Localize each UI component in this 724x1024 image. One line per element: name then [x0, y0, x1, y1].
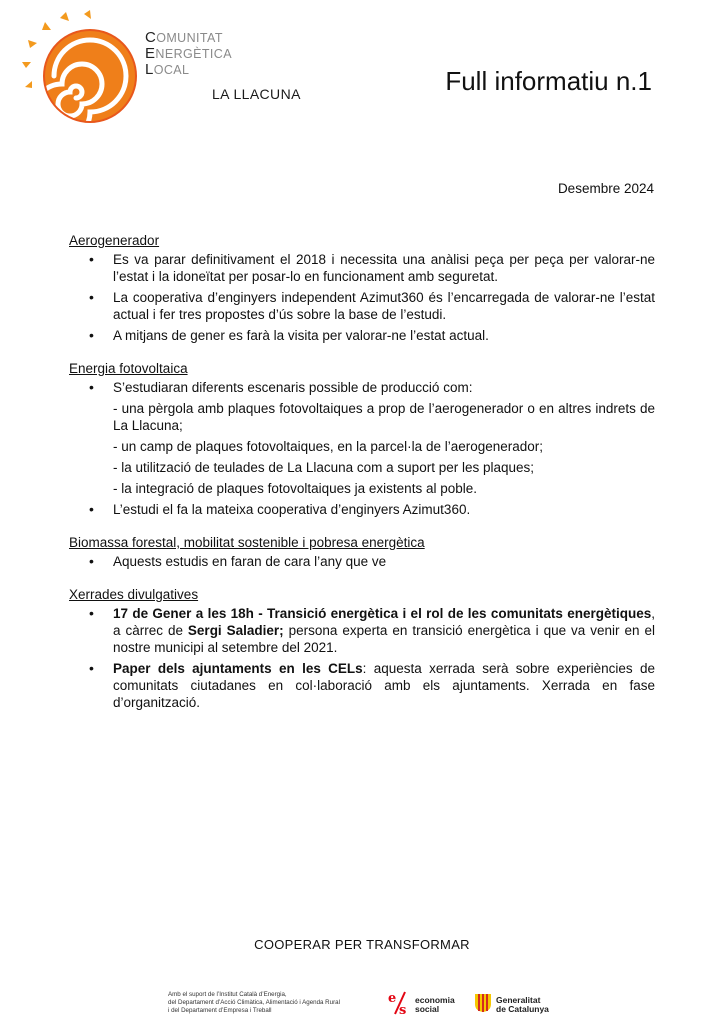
generalitat-emblem-icon: [474, 993, 492, 1013]
org-line-1-text: OMUNITAT: [156, 31, 223, 45]
document-title: Full informatiu n.1: [445, 66, 652, 96]
section-aerogenerador: [69, 232, 655, 344]
section-heading: Aerogenerador: [69, 233, 160, 248]
section-heading: Energia fotovoltaica: [69, 361, 188, 376]
svg-text:s: s: [399, 1003, 407, 1016]
list-item: [69, 605, 655, 656]
bullet-list: [69, 379, 655, 518]
economia-social-text: [415, 996, 455, 1014]
support-line: del Departament d’Acció Climàtica, Alimentació i Agenda Rural: [168, 999, 340, 1006]
list-item: • Aquests estudis en faran de cara l’any que ve: [69, 553, 655, 570]
orange-spiral-sun-icon: [22, 10, 142, 130]
sub-item: - la integració de plaques fotovoltaiques ja existents al poble.: [113, 481, 477, 496]
section-biomassa: [69, 534, 655, 570]
main-content: [69, 232, 655, 727]
section-xerrades: [69, 586, 655, 711]
org-line-2: ENERGÈTICA: [145, 45, 232, 62]
footer-sponsors: [168, 988, 568, 1018]
list-item: • L’estudi el fa la mateixa cooperativa d’enginyers Azimut360.: [69, 501, 655, 518]
talk-title: 17 de Gener a les 18h - Transició energètica i el rol de les comunitats energètiques: [113, 606, 652, 621]
org-line-3: LOCAL: [145, 61, 190, 78]
economia-social-logo-icon: [387, 990, 413, 1016]
bullet-list: [69, 605, 655, 711]
section-heading: Xerrades divulgatives: [69, 587, 199, 602]
list-item: • La cooperativa d’enginyers independent Azimut360 és l’encarregada de valorar-ne l’estat actual i fer tres propostes d’ús sobre la base de l’estudi.: [69, 289, 655, 323]
talk-description: persona experta en transició energètica i que va venir en el nostre municipi al setembre del 2021.: [113, 623, 655, 655]
bullet-list: [69, 553, 655, 570]
support-line: i del Departament d’Empresa i Treball: [168, 1007, 272, 1014]
svg-text:e: e: [388, 991, 397, 1006]
support-line: Amb el suport de l’Institut Català d’Energia,: [168, 991, 287, 998]
sub-item: - una pèrgola amb plaques fotovoltaiques a prop de l’aerogenerador o en altres indrets de La Llacuna;: [113, 401, 655, 433]
town-name: LA LLACUNA: [212, 86, 301, 102]
gen-line: Generalitat: [496, 995, 541, 1005]
es-line: economia: [415, 995, 455, 1005]
list-item: • A mitjans de gener es farà la visita per valorar-ne l’estat actual.: [69, 327, 655, 344]
es-line: social: [415, 1004, 440, 1014]
talk-by: , a càrrec de: [113, 606, 655, 638]
sub-item: - la utilització de teulades de La Llacuna com a suport per les plaques;: [113, 460, 535, 475]
talk-speaker: Sergi Saladier;: [187, 623, 284, 638]
section-energia-fotovoltaica: [69, 360, 655, 518]
document-date: Desembre 2024: [557, 181, 654, 196]
talk-title: Paper dels ajuntaments en les CELs: [113, 661, 363, 676]
section-heading: Biomassa forestal, mobilitat sostenible i pobresa energètica: [69, 535, 425, 550]
footer-motto: COOPERAR PER TRANSFORMAR: [254, 937, 470, 952]
list-item-text: S’estudiaran diferents escenaris possible de producció com:: [113, 380, 473, 395]
talk-description: : aquesta xerrada serà sobre experiències de comunitats ciutadanes en col·laboració amb els ajuntaments. Xerrada en fase d’organització.: [113, 661, 655, 710]
org-line-3-text: OCAL: [153, 63, 190, 77]
org-line-1: COMUNITAT: [145, 29, 223, 46]
gen-line: de Catalunya: [496, 1004, 549, 1014]
list-item: [69, 379, 655, 497]
bullet-list: [69, 251, 655, 344]
list-item: [69, 660, 655, 711]
list-item: • Es va parar definitivament el 2018 i necessita una anàlisi peça per peça per valorar-ne l’estat i la idoneïtat per posar-lo en funcionament amb seguretat.: [69, 251, 655, 285]
org-line-2-text: NERGÈTICA: [155, 47, 232, 61]
generalitat-text: [496, 996, 549, 1014]
sub-item: - un camp de plaques fotovoltaiques, en la parcel·la de l’aerogenerador;: [113, 439, 544, 454]
support-text: [168, 991, 378, 1015]
organization-name: [145, 29, 301, 102]
